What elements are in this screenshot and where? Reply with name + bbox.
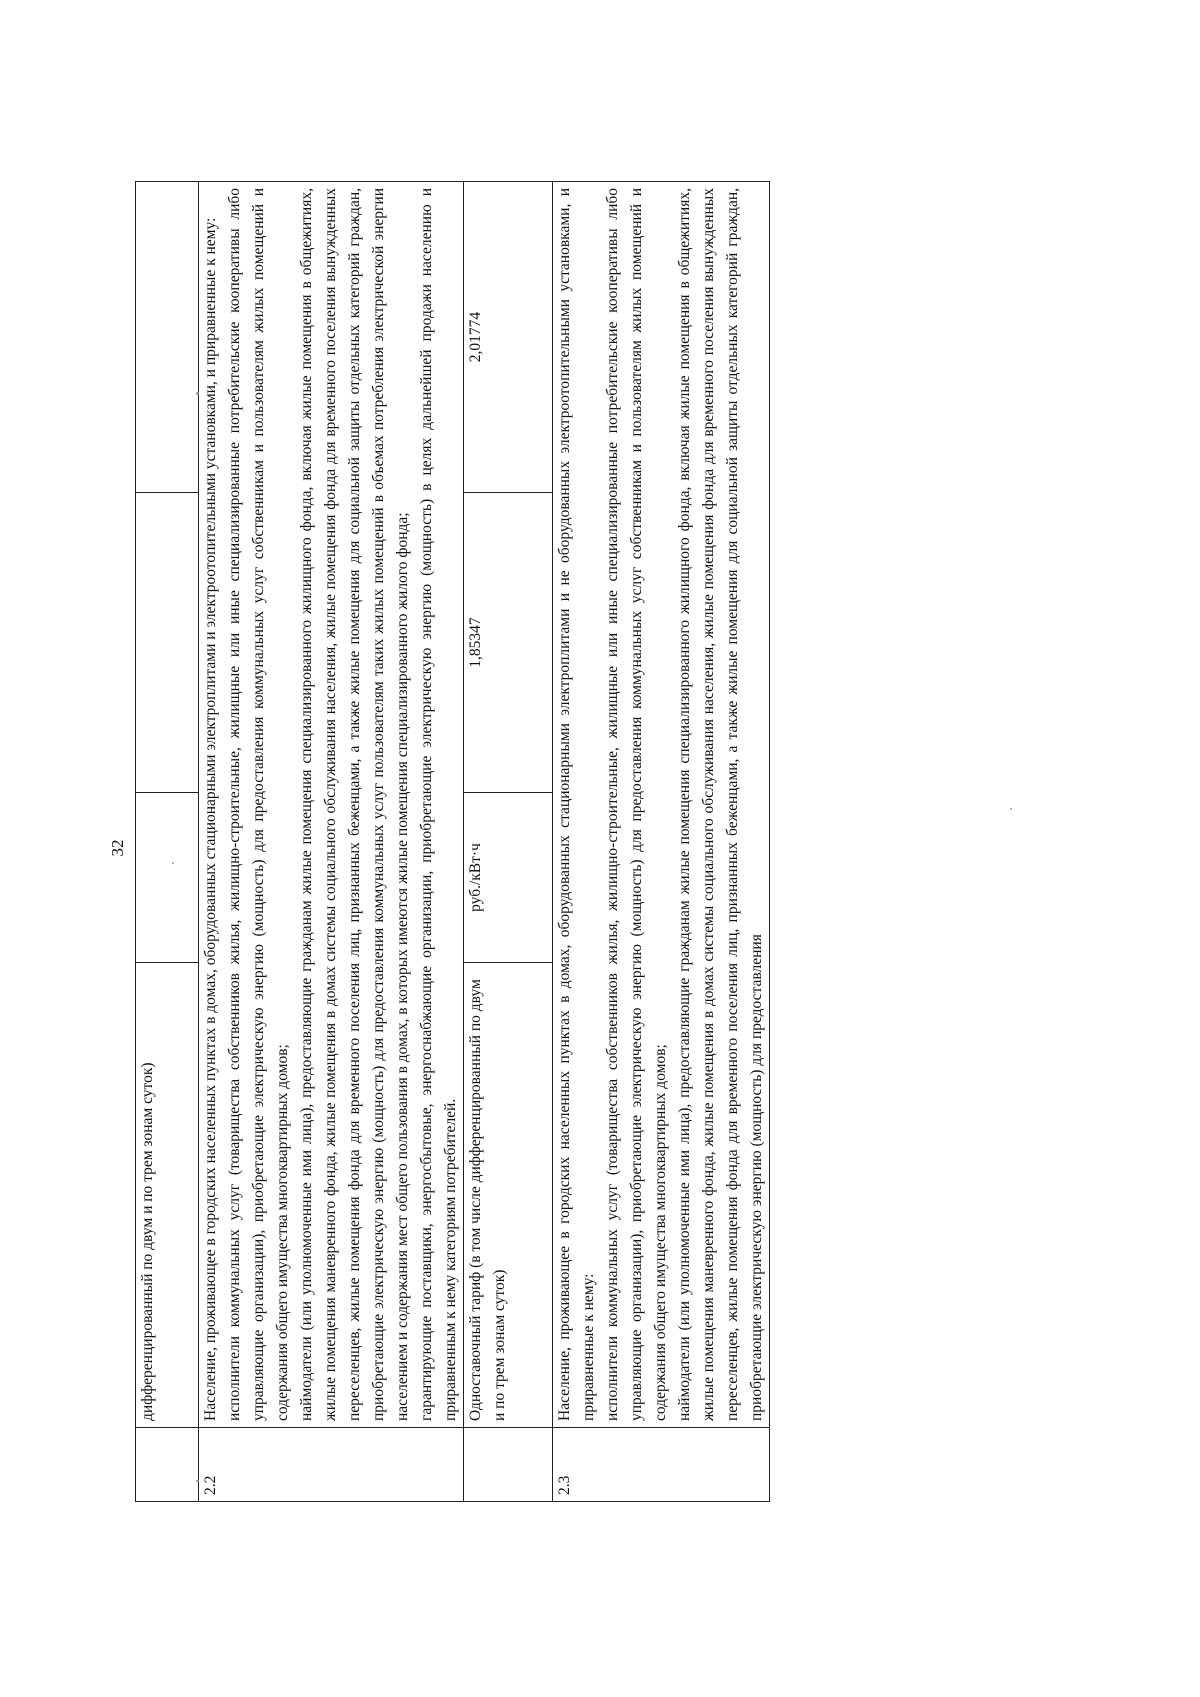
paragraph: гарантирующие поставщики, энергосбытовые, энергоснабжающие организации, приобретающие электрическую энергию (мощность) в целях дальнейшей продажи населению и приравненным к нему категориям потребителей. bbox=[418, 188, 459, 1421]
cell-unit-empty bbox=[136, 793, 199, 963]
scan-speck bbox=[1010, 808, 1012, 810]
paragraph: исполнители коммунальных услуг (товарищества собственников жилья, жилищно-строительные, жилищные или иные специализированные потребительские кооперативы либо управляющие организации), приобретающие электрическую энергию (мощность) для предоставления коммунальных услуг собственникам и пользователям жилых помещений и содержания общего имущества многоквартирных домов; bbox=[604, 188, 669, 1421]
cell-description-2-2 bbox=[199, 182, 464, 1428]
paragraph: Население, проживающее в городских населенных пунктах в домах, оборудованных стационарными электроплитами и электроотопительными установками, и приравненные к нему: bbox=[202, 217, 219, 1421]
table-row-2-3 bbox=[553, 182, 770, 1502]
scan-speck bbox=[196, 1480, 199, 1482]
paragraph: наймодатели (или уполномоченные ими лица), предоставляющие гражданам жилые помещения специализированного жилищного фонда, включая жилые помещения в общежитиях, жилые помещения маневренного фонда, жилые помещения в домах системы социального обслуживания населения, жилые помещения фонда для временного поселения вынужденных переселенцев, жилые помещения фонда для временного поселения лиц, признанных беженцами, а также жилые помещения для социальной защиты отдельных категорий граждан, приобретающие электрическую энергию (мощность) для предоставления bbox=[676, 188, 765, 1421]
table-row-continued bbox=[136, 182, 199, 1502]
cell-row-number-2-3: 2.3 bbox=[553, 1428, 770, 1502]
scan-speck bbox=[196, 392, 199, 395]
table-row-2-2 bbox=[199, 182, 464, 1502]
table-row-2-2-tariff bbox=[464, 182, 553, 1502]
paragraph: исполнители коммунальных услуг (товарищества собственников жилья, жилищно-строительные, жилищные или иные специализированные потребительские кооперативы либо управляющие организации), приобретающие электрическую энергию (мощность) для предоставления коммунальных услуг собственникам и пользователям жилых помещений и содержания общего имущества многоквартирных домов; bbox=[226, 188, 291, 1421]
cell-row-number-2-2: 2.2 bbox=[199, 1428, 464, 1502]
paragraph: Население, проживающее в городских населенных пунктах в домах, оборудованных стационарными электроплитами и не оборудованных электроотопительными установками, и приравненные к нему: bbox=[556, 188, 597, 1421]
cell-value-2: 2,01774 bbox=[464, 182, 553, 493]
cell-value-1: 1,85347 bbox=[464, 493, 553, 793]
page-number: 32 bbox=[108, 839, 127, 857]
cell-description-2-3 bbox=[553, 182, 770, 1428]
cell-number-empty bbox=[136, 1428, 199, 1502]
cell-value-1-empty bbox=[136, 493, 199, 793]
cell-number-empty bbox=[464, 1428, 553, 1502]
scan-speck bbox=[172, 862, 174, 864]
cell-continued-description: дифференцированный по двум и по трем зонам суток) bbox=[136, 963, 199, 1428]
tariff-table bbox=[135, 181, 770, 1502]
cell-unit: руб./кВт·ч bbox=[464, 793, 553, 963]
cell-value-2-empty bbox=[136, 182, 199, 493]
cell-tariff-description: Одноставочный тариф (в том числе дифференцированный по двум и по трем зонам суток) bbox=[464, 963, 553, 1428]
rotated-table-sheet bbox=[135, 182, 1085, 1502]
paragraph: наймодатели (или уполномоченные ими лица), предоставляющие гражданам жилые помещения специализированного жилищного фонда, включая жилые помещения в общежитиях, жилые помещения маневренного фонда, жилые помещения в домах системы социального обслуживания населения, жилые помещения фонда для временного поселения вынужденных переселенцев, жилые помещения фонда для временного поселения лиц, признанных беженцами, а также жилые помещения для социальной защиты отдельных категорий граждан, приобретающие электрическую энергию (мощность) для предоставления коммунальных услуг пользователям таких жилых помещений в объемах потребления электрической энергии населением и содержания мест общего пользования в домах, в которых имеются жилые помещения специализированного жилого фонда; bbox=[298, 188, 411, 1421]
